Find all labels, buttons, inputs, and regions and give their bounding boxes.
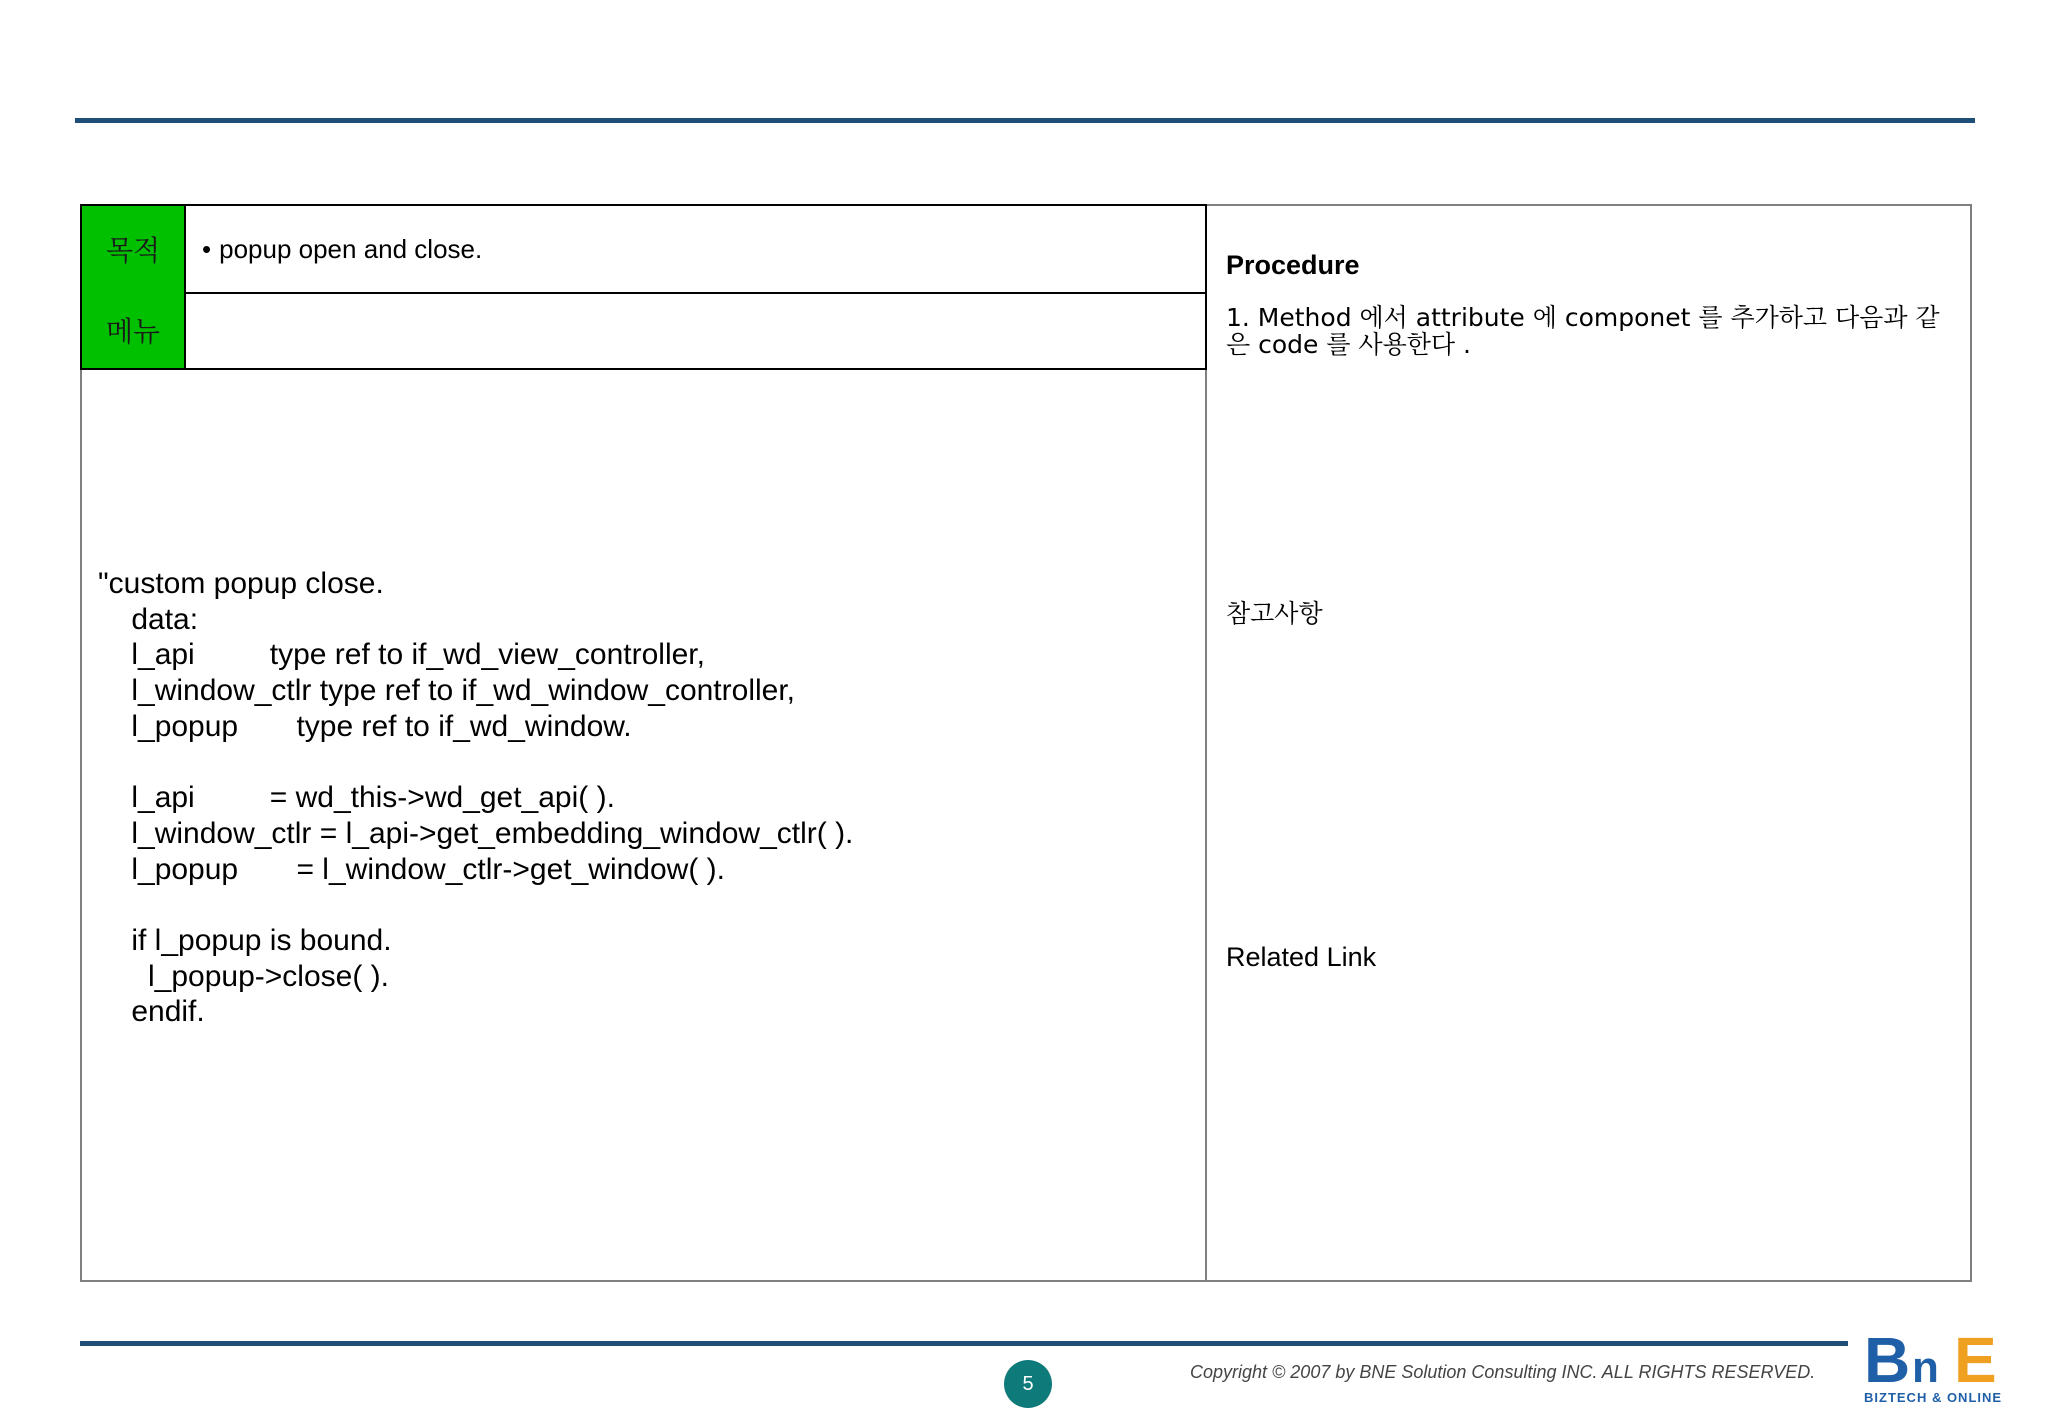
svg-text:BIZTECH & ONLINE: BIZTECH & ONLINE bbox=[1864, 1390, 2003, 1405]
procedure-step: 1. Method 에서 attribute 에 componet 를 추가하고 다음과 같은 code 를 사용한다 . bbox=[1226, 303, 1940, 359]
bne-logo bbox=[1862, 1324, 2012, 1406]
copyright-text: Copyright © 2007 by BNE Solution Consulting INC. ALL RIGHTS RESERVED. bbox=[1190, 1362, 1816, 1382]
menu-row bbox=[80, 292, 1207, 370]
svg-text:B: B bbox=[1864, 1324, 1911, 1396]
procedure-heading: Procedure bbox=[1226, 250, 1360, 280]
header-rule bbox=[75, 118, 1975, 123]
abap-code-block: "custom popup close. data: l_api type ref to if_wd_view_controller, l_window_ctlr type ref to if_wd_window_controller, l_popup type ref to if_wd_window. l_api = wd_this->wd_get_api( ). l_window_ctlr = l_api->get_embedding_window_ctlr( ). l_popup = l_window_ctlr->get_window( ). if l_popup is bound. l_popup->close( ). endif. bbox=[98, 567, 854, 1029]
svg-text:n: n bbox=[1912, 1343, 1939, 1392]
reference-heading: 참고사항 bbox=[1226, 599, 1323, 628]
purpose-value bbox=[202, 206, 482, 292]
purpose-text: popup open and close. bbox=[219, 233, 483, 264]
bullet-icon: • bbox=[202, 233, 212, 264]
purpose-label: 목적 bbox=[82, 206, 186, 292]
related-link-heading: Related Link bbox=[1226, 942, 1377, 972]
purpose-row bbox=[80, 204, 1207, 294]
menu-label: 메뉴 bbox=[82, 292, 186, 368]
svg-text:E: E bbox=[1954, 1324, 1997, 1396]
page-number-badge: 5 bbox=[1004, 1360, 1052, 1408]
footer-rule bbox=[80, 1341, 1848, 1346]
